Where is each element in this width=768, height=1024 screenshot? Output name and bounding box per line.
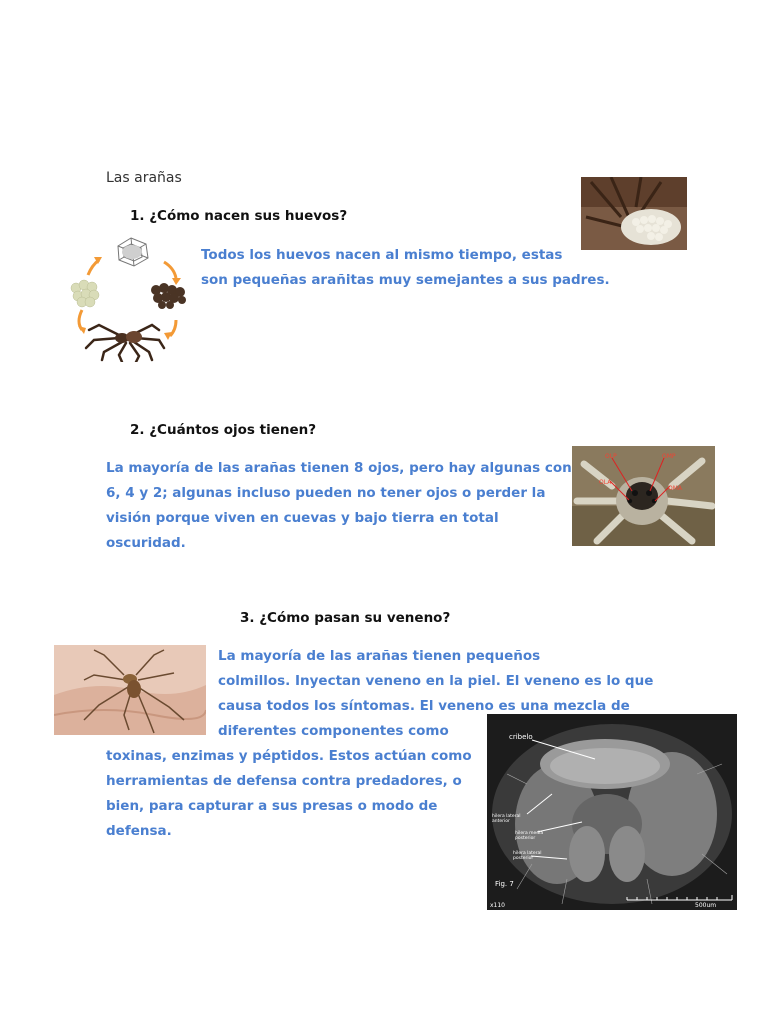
answer-2-line-2: 6, 4 y 2; algunas incluso pueden no tener ojos o perder la [106, 485, 546, 501]
sem-label-hilera-lateral-posterior-1: hilera lateral [513, 851, 542, 856]
answer-1-line-2: son pequeñas arañitas muy semejantes a sus padres. [201, 272, 610, 288]
sem-label-cribelo: cribelo [509, 733, 533, 741]
answer-2-line-3: visión porque viven en cuevas y bajo tierra en total [106, 510, 499, 526]
answer-3-line-4: diferentes componentes como [218, 723, 449, 739]
spider-eyes-photo [572, 446, 715, 546]
answer-3-line-1: La mayoría de las arañas tienen pequeños [218, 648, 541, 664]
eye-label-ola: OLA [599, 479, 612, 486]
sem-micrograph [487, 714, 737, 910]
question-1: 1. ¿Cómo nacen sus huevos? [130, 208, 348, 224]
answer-2 [106, 456, 572, 556]
document-title: Las arañas [106, 170, 182, 186]
sem-label-hilera-media-posterior-2: posterior [515, 836, 536, 841]
answer-3-line-2: colmillos. Inyectan veneno en la piel. El veneno es lo que [218, 673, 654, 689]
answer-2-line-1: La mayoría de las arañas tienen 8 ojos, pero hay algunas con [106, 460, 572, 476]
sem-label-hilera-lateral-posterior-2: posterior [513, 856, 534, 861]
sem-magnification: x110 [490, 902, 506, 909]
sem-label-hilera-media-posterior-1: hilera media [515, 831, 544, 836]
sem-label-hilera-lateral-anterior-1: hilera lateral [492, 814, 521, 819]
answer-3-line-3: causa todos los síntomas. El veneno es una mezcla de [218, 698, 630, 714]
sem-fig-label: Fig. 7 [495, 880, 514, 888]
answer-3-continued [106, 744, 472, 844]
spider-on-hand-photo [54, 645, 206, 735]
answer-3-line-5: toxinas, enzimas y péptidos. Estos actúan como [106, 748, 472, 764]
spider-eggs-photo [581, 177, 687, 250]
eye-label-oma: OMA [668, 485, 683, 492]
answer-3-line-6: herramientas de defensa contra predadores, o [106, 773, 462, 789]
answer-3-line-8: defensa. [106, 823, 172, 839]
life-cycle-diagram [64, 230, 192, 362]
sem-scale-label: 500um [695, 902, 717, 909]
question-2: 2. ¿Cuántos ojos tienen? [130, 422, 317, 438]
answer-2-line-4: oscuridad. [106, 535, 186, 551]
eye-label-olp: OLP [605, 453, 617, 460]
eye-label-omp: OMP [662, 453, 676, 460]
question-3: 3. ¿Cómo pasan su veneno? [240, 610, 451, 626]
answer-3-line-7: bien, para capturar a sus presas o modo de [106, 798, 438, 814]
answer-1-line-1: Todos los huevos nacen al mismo tiempo, estas [201, 247, 563, 263]
answer-1 [201, 243, 610, 293]
sem-label-hilera-lateral-anterior-2: anterior [492, 819, 510, 824]
